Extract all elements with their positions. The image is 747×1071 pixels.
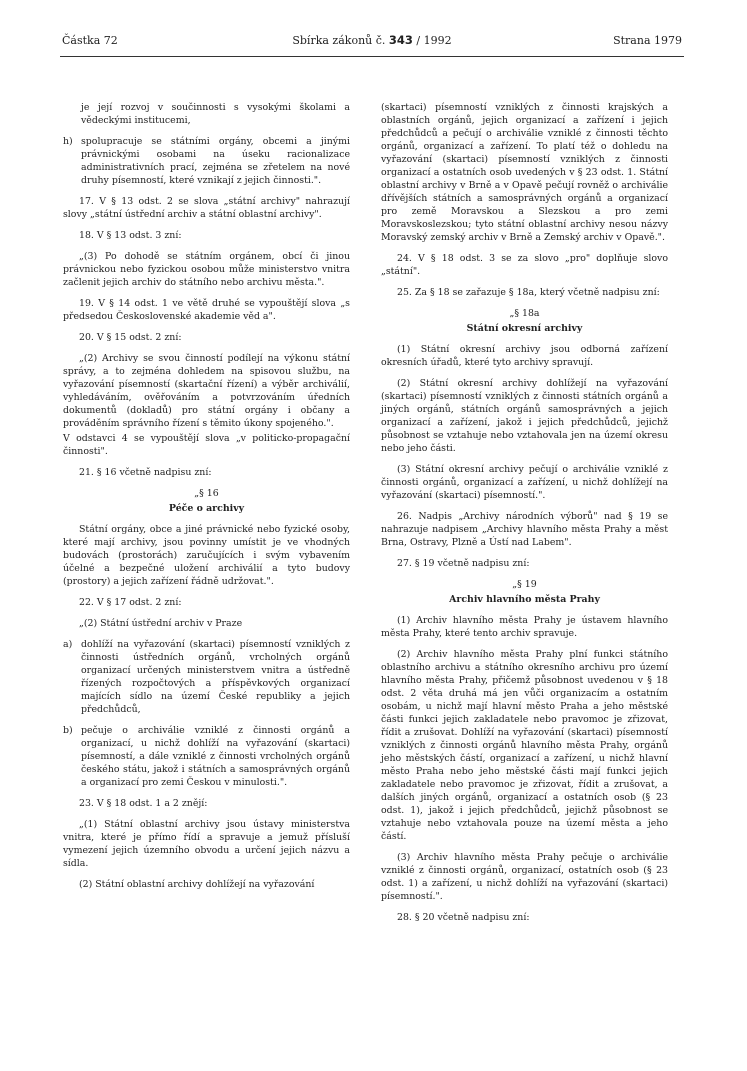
paragraph: 26. Nadpis „Archivy národních výborů" nad § 19 se nahrazuje nadpisem „Archivy hlavního města Prahy a měst Brna, Ostravy, Plzně a Ústí nad Labem". <box>381 511 668 548</box>
list-item-b <box>63 724 350 789</box>
right-column <box>381 101 668 932</box>
paragraph: 23. V § 18 odst. 1 a 2 znějí: <box>79 798 208 809</box>
list-text: spolupracuje se státními orgány, obcemi a jinými právnickými osobami na úseku racionalizace administrativních prací, zejména se zřetelem na nové druhy písemností, které vznikají z jejich činnosti.". <box>81 136 350 186</box>
issue-number: Částka 72 <box>62 34 118 47</box>
paragraph: 24. V § 18 odst. 3 se za slovo „pro" doplňuje slovo „státní". <box>381 253 668 277</box>
paragraph: 22. V § 17 odst. 2 zní: <box>79 597 182 608</box>
paragraph: 19. V § 14 odst. 1 ve větě druhé se vypouštějí slova „s předsedou Československé akademie věd a". <box>63 298 350 322</box>
list-text: dohlíží na vyřazování (skartaci) písemností vzniklých z činnosti ústředních orgánů, vrcholných orgánů organizací určených ministerstvem vnitra a ústředně řízených rozpočtových a příspěvkových organizací majících sídlo na území České republiky a jejich předchůdců, <box>81 639 350 715</box>
paragraph: 17. V § 13 odst. 2 se slova „státní archivy" nahrazují slovy „státní ústřední archiv a státní oblastní archivy". <box>63 196 350 220</box>
section-number: „§ 16 <box>194 488 219 499</box>
law-year: / 1992 <box>416 34 452 47</box>
section-title: Státní okresní archivy <box>466 323 583 334</box>
list-item-a <box>63 638 350 716</box>
page-number: Strana 1979 <box>613 34 682 47</box>
paragraph: 28. § 20 včetně nadpisu zní: <box>397 912 530 923</box>
section-text: (3) Státní okresní archivy pečují o archiválie vzniklé z činnosti orgánů, organizací a zařízení, u nichž dohlížejí na vyřazování (skartaci) písemností.". <box>381 464 668 501</box>
paragraph: 18. V § 13 odst. 3 zní: <box>79 230 182 241</box>
list-marker: h) <box>63 136 73 147</box>
header-rule <box>60 56 684 57</box>
section-title: Archiv hlavního města Prahy <box>449 594 600 605</box>
section-text: (1) Archiv hlavního města Prahy je ústavem hlavního města Prahy, které tento archiv spravuje. <box>381 615 668 639</box>
section-text: (1) Státní okresní archivy jsou odborná zařízení okresních úřadů, které tyto archivy spravují. <box>381 344 668 368</box>
paragraph: V odstavci 4 se vypouštějí slova „v politicko-propagační činnosti". <box>63 433 350 457</box>
list-marker: b) <box>63 725 73 736</box>
paragraph: 27. § 19 včetně nadpisu zní: <box>397 558 530 569</box>
section-title: Péče o archivy <box>168 503 245 514</box>
page-header <box>62 34 682 52</box>
quoted-paragraph: „(2) Státní ústřední archiv v Praze <box>79 618 243 629</box>
section-number: „§ 19 <box>512 579 537 590</box>
paragraph: 20. V § 15 odst. 2 zní: <box>79 332 182 343</box>
quoted-paragraph: (2) Státní oblastní archivy dohlížejí na vyřazování <box>79 879 315 890</box>
section-text: (3) Archiv hlavního města Prahy pečuje o archiválie vzniklé z činnosti orgánů, organizací, ostatních osob (§ 23 odst. 1) a zařízení, u nichž dohlíží na vyřazování (skartaci) písemností.". <box>381 852 668 902</box>
section-number: „§ 18a <box>509 308 540 319</box>
section-text: (2) Archiv hlavního města Prahy plní funkci státního oblastního archivu a státního okresního archivu pro území hlavního města Prahy, přičemž působnost uvedenou v § 18 odst. 2 věta druhá má jen vůči organizacím a ostatním osobám, u nichž mají hlavní město Praha a jeho městské části funkci jejich zakladatele nebo pravomoc je zřizovat, řídit a zrušovat. Dohlíží na vyřazování (skartaci) písemností vzniklých z činnosti orgánů hlavního města Prahy, orgánů jeho městských částí, organizací a zařízení, u nichž hlavní město Praha nebo jeho městské části mají funkci jejich zakladatele nebo pravomoc je zřizovat, řídit a zrušovat, a dalších jiných orgánů, organizací a ostatních osob (§ 23 odst. 1), jakož i jejich předchůdců, jejichž působnost se vztahuje nebo vztahovala pouze na území města a jeho částí. <box>381 649 668 842</box>
section-text: (2) Státní okresní archivy dohlížejí na vyřazování (skartaci) písemností vzniklých z činnosti státních orgánů a jiných orgánů, státních orgánů samosprávných a jejich organizací a zařízení, jakož i jejich předchůdců, jejichž působnost se vztahuje nebo vztahovala jen na území okresu nebo jeho části. <box>381 378 668 454</box>
section-text: Státní orgány, obce a jiné právnické nebo fyzické osoby, které mají archivy, jsou povinny umístit je ve vhodných budovách (prostorách) zaručujících i svým vybavením účelné a bezpečné uložení archiválií a tyto budovy (prostory) a jejich zařízení řádně udržovat.". <box>63 524 350 587</box>
paragraph: (skartaci) písemností vzniklých z činnosti krajských a oblastních orgánů, jejich organizací a zařízení i jejich předchůdců a pečují o archiválie vzniklé z činnosti těchto orgánů, organizací a zařízení. To platí též o dohledu na vyřazování (skartaci) písemností vzniklých z činnosti organizací a ostatních osob uvedených v § 23 odst. 1. Státní oblastní archivy v Brně a v Opavě pečují rovněž o archiválie dřívějších státních a samosprávných orgánů a organizací pro země Moravskou a Slezskou a pro zemi Moravskoslezskou; tyto státní oblastní archivy nesou názvy Moravský zemský archiv v Brně a Zemský archiv v Opavě.". <box>381 102 668 243</box>
collection-name: Sbírka zákonů č. <box>292 34 386 47</box>
paragraph: 25. Za § 18 se zařazuje § 18a, který včetně nadpisu zní: <box>397 287 660 298</box>
list-text: pečuje o archiválie vzniklé z činnosti orgánů a organizací, u nichž dohlíží na vyřazování (skartaci) písemností, a dále vzniklé z činnosti vrcholných orgánů českého státu, jakož i státních a samosprávných orgánů a organizací pro zemi Českou v minulosti.". <box>81 725 350 788</box>
left-column <box>63 101 350 899</box>
paragraph: je její rozvoj v součinnosti s vysokými školami a vědeckými institucemi, <box>81 102 350 126</box>
paragraph: 21. § 16 včetně nadpisu zní: <box>79 467 212 478</box>
list-item-h <box>63 135 350 187</box>
list-marker: a) <box>63 639 73 650</box>
collection-title <box>62 34 682 47</box>
quoted-paragraph: „(1) Státní oblastní archivy jsou ústavy ministerstva vnitra, které je přímo řídí a spravuje a jemuž přísluší vymezení jejich územního obvodu a určení jejich názvu a sídla. <box>63 819 350 869</box>
law-number: 343 <box>388 33 413 47</box>
quoted-paragraph: „(3) Po dohodě se státním orgánem, obcí či jinou právnickou nebo fyzickou osobou může ministerstvo vnitra začlenit jejich archiv do státního nebo archivu města.". <box>63 251 350 288</box>
quoted-paragraph: „(2) Archivy se svou činností podílejí na výkonu státní správy, a to zejména dohledem na spisovou službu, na vyřazování písemností (skartační řízení) a výběr archiválií, vyhledáváním, ověřováním a potvrzováním úředních dokumentů (dokladů) pro státní orgány i občany a prováděním správního řízení s těmito úkony spojeného.". <box>63 353 350 429</box>
